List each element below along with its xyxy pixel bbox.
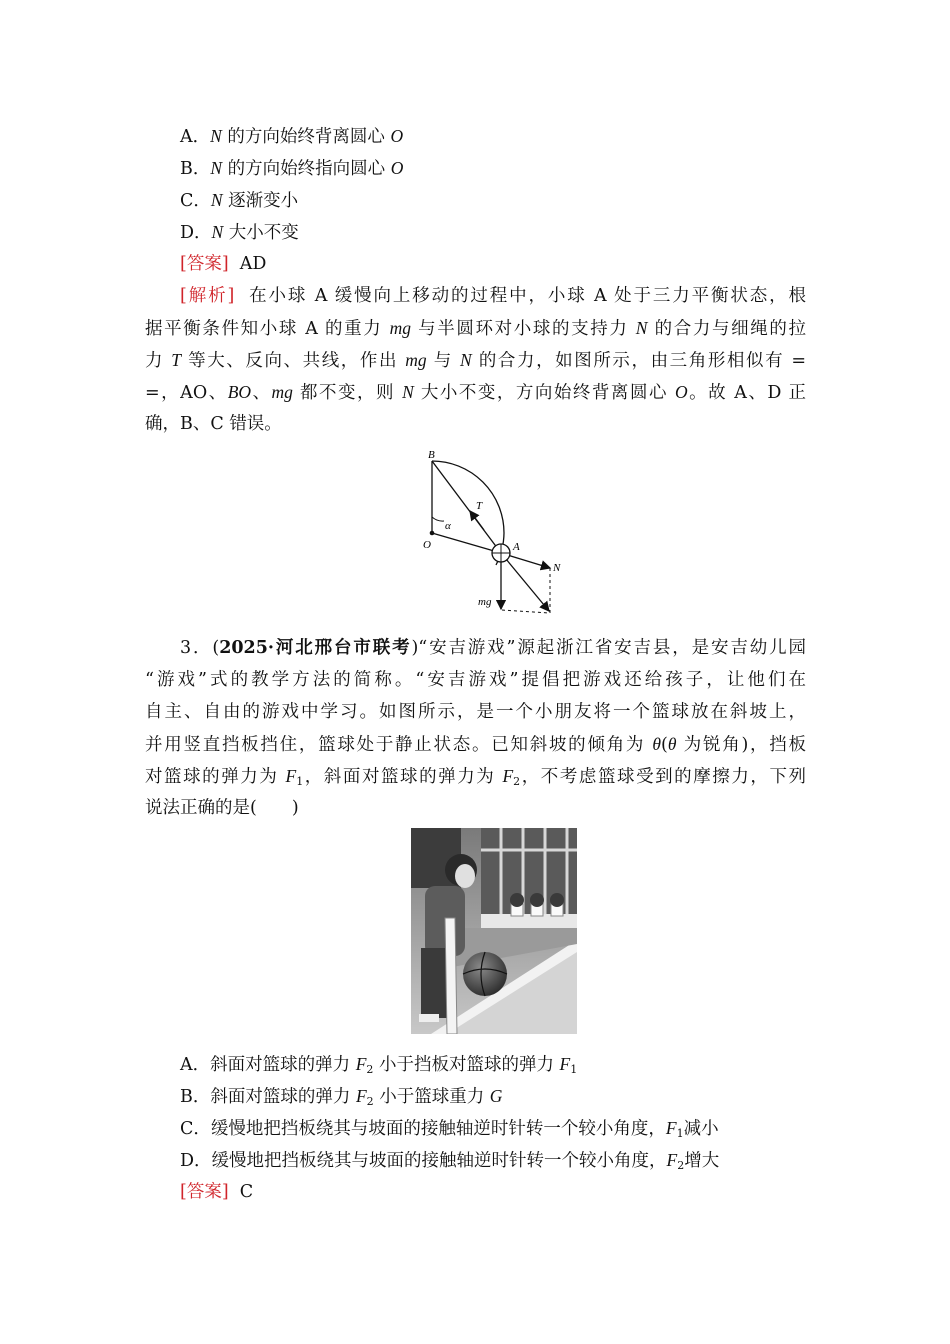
dashed-bottom bbox=[502, 610, 549, 613]
label-n: N bbox=[553, 562, 561, 574]
analysis-line-3: 力 T 等大、反向、共线，作出 mg 与 N 的合力，如图所示，由三角形相似有 = bbox=[145, 350, 806, 371]
answer-tag: [答案] bbox=[180, 254, 229, 274]
option-d: D．N 大小不变 bbox=[180, 222, 299, 243]
q3-option-a: A．斜面对篮球的弹力 $F_2$ 小于挡板对篮球的弹力 $F_1$ bbox=[180, 1054, 578, 1076]
q3-source: 2025·河北邢台市联考 bbox=[219, 638, 412, 658]
angle-alpha-arc bbox=[432, 517, 444, 521]
tension-arrow bbox=[470, 511, 484, 530]
analysis-tag: [解析] bbox=[180, 286, 235, 306]
label-o: O bbox=[423, 539, 431, 551]
answer-value: AD bbox=[239, 254, 267, 274]
q3-option-b: B．斜面对篮球的弹力 $F_2$ 小于篮球重力 G bbox=[180, 1086, 503, 1108]
q3-line-3: 自主、自由的游戏中学习。如图所示，是一个小朋友将一个篮球放在斜坡上， bbox=[145, 702, 806, 722]
line-oa bbox=[432, 533, 501, 553]
rope-ba bbox=[432, 461, 501, 553]
answer-line bbox=[180, 252, 266, 276]
q3-line-4: 并用竖直挡板挡住，篮球处于静止状态。已知斜坡的倾角为 θ(θ 为锐角)，挡板 bbox=[145, 734, 807, 755]
q3-answer-line bbox=[180, 1180, 253, 1204]
label-t: T bbox=[476, 500, 483, 512]
analysis-line-5: 确，B、C 错误。 bbox=[145, 414, 282, 434]
q3-option-c: C．缓慢地把挡板绕其与坡面的接触轴逆时针转一个较小角度，$F_1$减小 bbox=[180, 1118, 719, 1140]
label-b: B bbox=[428, 449, 435, 461]
option-a: A．N 的方向始终背离圆心 O bbox=[180, 126, 404, 147]
q3-line-1: 3．(2025·河北邢台市联考)“安吉游戏”源起浙江省安吉县，是安吉幼儿园 bbox=[180, 638, 806, 658]
label-a: A bbox=[513, 541, 520, 553]
center-o bbox=[430, 531, 435, 536]
force-diagram bbox=[418, 447, 578, 617]
option-c: C．N 逐渐变小 bbox=[180, 190, 299, 211]
basketball-photo bbox=[411, 828, 577, 1034]
q3-option-d: D．缓慢地把挡板绕其与坡面的接触轴逆时针转一个较小角度，$F_2$增大 bbox=[180, 1150, 720, 1172]
q3-number: 3． bbox=[180, 638, 213, 658]
q3-answer-tag: [答案] bbox=[180, 1182, 229, 1202]
label-mg: mg bbox=[478, 596, 492, 608]
analysis-line-4: =，AO、BO、mg 都不变，则 N 大小不变，方向始终背离圆心 O。故 A、D 正 bbox=[145, 382, 807, 403]
analysis-line-1: [解析] 在小球 A 缓慢向上移动的过程中，小球 A 处于三力平衡状态，根 bbox=[180, 286, 806, 306]
resultant-line bbox=[501, 553, 549, 611]
q3-line-2: “游戏”式的教学方法的简称。“安吉游戏”提倡把游戏还给孩子，让他们在 bbox=[145, 670, 806, 690]
option-b: B．N 的方向始终指向圆心 O bbox=[180, 158, 404, 179]
label-alpha: α bbox=[445, 520, 451, 532]
q3-answer-value: C bbox=[239, 1182, 254, 1202]
q3-line-5: 对篮球的弹力为 $F_1$，斜面对篮球的弹力为 $F_2$，不考虑篮球受到的摩擦力，下列 bbox=[145, 766, 807, 788]
analysis-line-2: 据平衡条件知小球 A 的重力 mg 与半圆环对小球的支持力 N 的合力与细绳的拉 bbox=[145, 318, 807, 339]
q3-line-6: 说法正确的是( ) bbox=[145, 798, 299, 818]
